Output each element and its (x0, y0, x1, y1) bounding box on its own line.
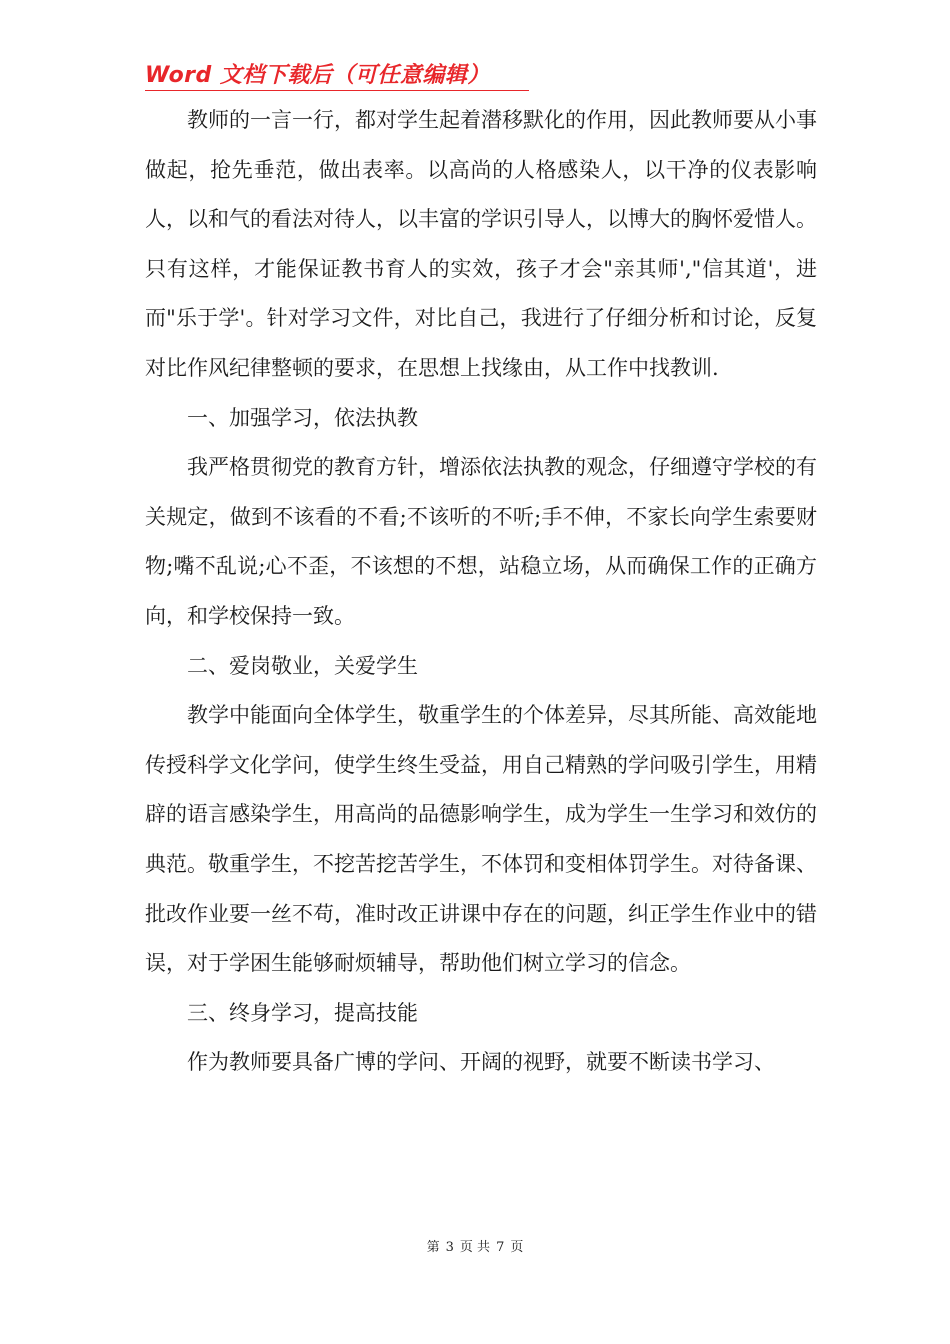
paragraph-section-2: 教学中能面向全体学生，敬重学生的个体差异，尽其所能、高效能地传授科学文化学问，使学生终生受益，用自己精熟的学问吸引学生，用精辟的语言感染学生，用高尚的品德影响学生，成为学生一生学习和效仿的典范。敬重学生，不挖苦挖苦学生，不体罚和变相体罚学生。对待备课、批改作业要一丝不苟，准时改正讲课中存在的问题，纠正学生作业中的错误，对于学困生能够耐烦辅导，帮助他们树立学习的信念。 (145, 703, 817, 976)
section-heading-3: 三、终身学习，提高技能 (187, 1000, 418, 1025)
footer-page-number: 3 (445, 1240, 454, 1255)
section-heading-1: 一、加强学习，依法执教 (187, 405, 418, 430)
footer-suffix: 页 (510, 1240, 524, 1255)
footer-middle: 页 共 (459, 1240, 491, 1255)
footer-total-pages: 7 (496, 1240, 505, 1255)
header-underline (145, 90, 529, 91)
document-header-title: Word 文档下载后（可任意编辑） (145, 63, 490, 88)
paragraph-section-1: 我严格贯彻党的教育方针，增添依法执教的观念，仔细遵守学校的有关规定，做到不该看的不看;不该听的不听;手不伸，不家长向学生索要财物;嘴不乱说;心不歪，不该想的不想，站稳立场，从而确保工作的正确方向，和学校保持一致。 (145, 455, 817, 628)
paragraph-intro: 教师的一言一行，都对学生起着潜移默化的作用，因此教师要从小事做起，抢先垂范，做出表率。以高尚的人格感染人，以干净的仪表影响人，以和气的看法对待人，以丰富的学识引导人，以博大的胸怀爱惜人。只有这样，才能保证教书育人的实效，孩子才会"亲其师',"信其道'，进而"乐于学'。针对学习文件，对比自己，我进行了仔细分析和讨论，反复对比作风纪律整顿的要求，在思想上找缘由，从工作中找教训. (145, 108, 817, 380)
document-body (145, 96, 817, 1088)
section-heading-2: 二、爱岗敬业，关爱学生 (187, 653, 418, 678)
page-footer (0, 1236, 950, 1255)
footer-prefix: 第 (426, 1240, 440, 1255)
paragraph-section-3: 作为教师要具备广博的学问、开阔的视野，就要不断读书学习、 (187, 1050, 775, 1075)
